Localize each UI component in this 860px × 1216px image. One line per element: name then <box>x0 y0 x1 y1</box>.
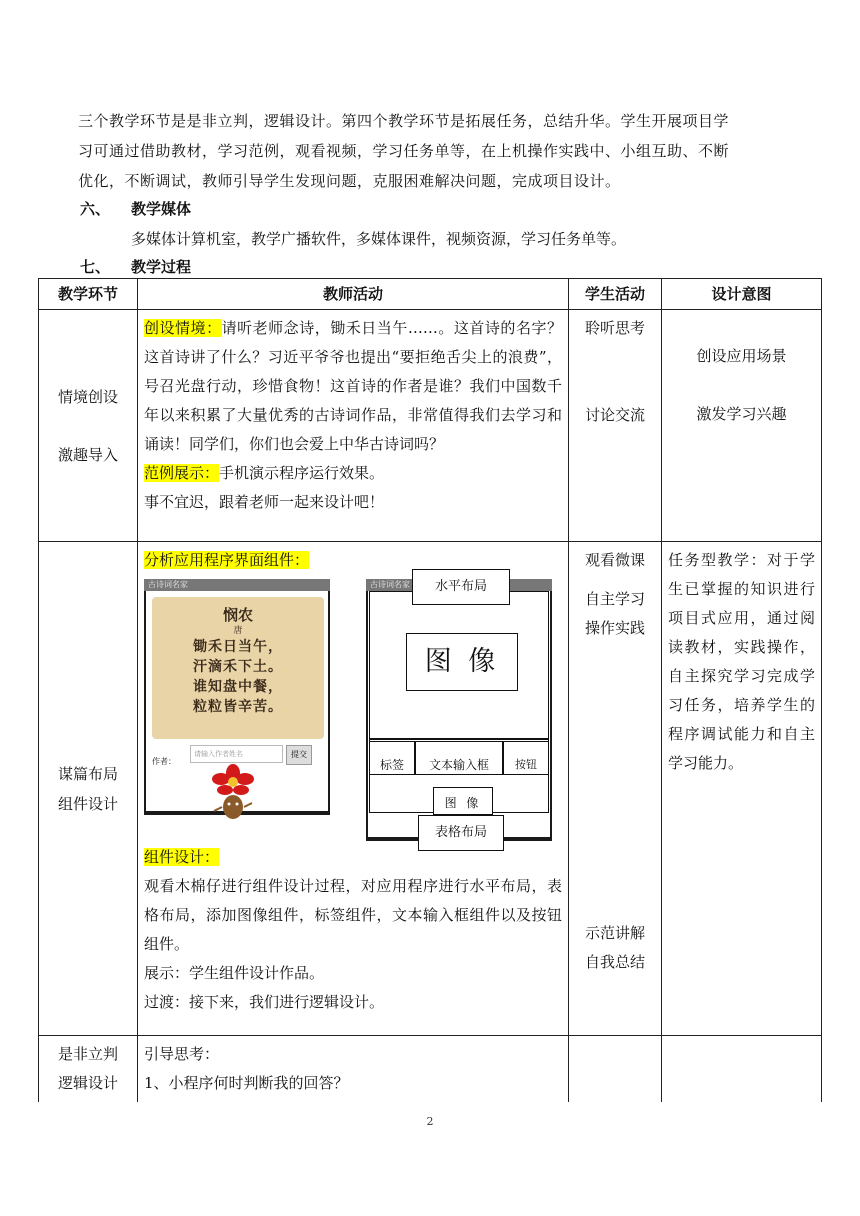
stage-line: 谋篇布局 <box>57 764 118 783</box>
intent-text: 任务型教学：对于学生已掌握的知识进行项目式应用，通过阅读教材，实践操作，自主探究学习完成学习任务，培养学生的程序调试能力和自主学习能力。 <box>668 551 815 772</box>
stage-cell <box>39 1036 138 1103</box>
student-activity: 观看微课 <box>584 551 645 569</box>
app-screenshot <box>144 579 330 815</box>
label-component: 标签 <box>369 741 415 775</box>
stage-line: 激趣导入 <box>57 445 118 464</box>
intent-cell <box>662 310 822 542</box>
stage-cell <box>39 310 138 542</box>
header-intent: 设计意图 <box>662 279 822 310</box>
teacher-text: 展示：学生组件设计作品。 <box>144 964 325 982</box>
section7-number: 七、 <box>80 258 111 276</box>
student-activity: 自我总结 <box>584 953 645 971</box>
section6-title: 教学媒体 <box>131 200 192 218</box>
table-row <box>39 1036 822 1103</box>
poem-title: 悯农 <box>222 606 253 624</box>
student-cell <box>569 542 662 1036</box>
intent-text: 创设应用场景 <box>696 347 787 365</box>
student-cell <box>569 310 662 542</box>
teacher-cell <box>138 542 569 1036</box>
table-row <box>39 310 822 542</box>
page-number: 2 <box>426 1115 434 1128</box>
section6-content: 多媒体计算机室，教学广播软件，多媒体课件，视频资源，学习任务单等。 <box>131 230 627 248</box>
image-component-small: 图 像 <box>433 787 493 815</box>
stage-line: 情境创设 <box>57 387 118 406</box>
intro-paragraph <box>78 106 798 196</box>
intent-cell <box>662 1036 822 1103</box>
wire-title: 古诗词名家 <box>366 579 552 591</box>
teacher-text: 观看木棉仔进行组件设计过程，对应用程序进行水平布局，表格布局，添加图像组件，标签组件，文本输入框组件以及按钮组件。 <box>144 877 562 953</box>
highlight-label: 范例展示： <box>144 464 220 482</box>
highlight-label: 组件设计： <box>144 848 220 866</box>
app-title: 古诗词名家 <box>144 579 330 591</box>
student-activity: 自主学习 <box>584 590 645 608</box>
poem-line: 粒粒皆辛苦。 <box>193 699 283 715</box>
horizontal-layout-label: 水平布局 <box>412 569 510 605</box>
poem-line: 汗滴禾下土。 <box>193 659 283 675</box>
button-component: 按钮 <box>503 741 549 775</box>
teacher-text: 手机演示程序运行效果。 <box>219 464 385 482</box>
highlight-label: 创设情境： <box>144 319 222 337</box>
textbox-component: 文本输入框 <box>415 741 503 775</box>
intro-line: 习可通过借助教材，学习范例，观看视频，学习任务单等，在上机操作实践中、小组互助、不断 <box>78 142 730 160</box>
student-activity: 示范讲解 <box>584 924 645 942</box>
section7-title: 教学过程 <box>131 258 192 276</box>
teacher-text: 1、小程序何时判断我的回答？ <box>144 1074 349 1092</box>
header-teacher: 教师活动 <box>138 279 569 310</box>
student-activity: 操作实践 <box>584 619 645 637</box>
flower-mascot-icon <box>208 763 258 821</box>
layout-wireframe <box>366 575 552 840</box>
teacher-text: 请听老师念诗，锄禾日当午……。这首诗的名字？这首诗讲了什么？习近平爷爷也提出“要拒绝舌尖上的浪费”，号召光盘行动，珍惜食物！这首诗的作者是谁？我们中国数千年以来积累了大量优秀的古诗词作品，非常值得我们去学习和诵读！同学们，你们也会爱上中华古诗词吗？ <box>144 319 562 453</box>
stage-cell <box>39 542 138 1036</box>
teaching-process-table <box>38 278 822 1102</box>
teacher-text: 事不宜迟，跟着老师一起来设计吧！ <box>144 493 385 511</box>
poem-line: 锄禾日当午， <box>193 639 283 655</box>
submit-button[interactable]: 提交 <box>286 745 312 765</box>
poem-image <box>152 597 324 739</box>
poem-line: 谁知盘中餐， <box>193 679 283 695</box>
teacher-text: 引导思考： <box>144 1045 220 1063</box>
table-layout-label: 表格布局 <box>418 815 504 851</box>
table-header-row <box>39 279 822 310</box>
author-input[interactable]: 请输入作者姓名 <box>190 745 283 763</box>
student-cell <box>569 1036 662 1103</box>
student-activity: 聆听思考 <box>584 319 645 337</box>
highlight-label: 分析应用程序界面组件： <box>144 551 310 569</box>
intro-line: 三个教学环节是是非立判，逻辑设计。第四个教学环节是拓展任务，总结升华。学生开展项目学 <box>78 112 730 130</box>
student-activity: 讨论交流 <box>584 406 645 424</box>
teacher-cell <box>138 1036 569 1103</box>
author-label: 作者： <box>152 757 176 766</box>
stage-line: 是非立判 <box>57 1045 118 1063</box>
teacher-cell <box>138 310 569 542</box>
stage-line: 组件设计 <box>57 794 118 813</box>
intent-cell <box>662 542 822 1036</box>
intent-text: 激发学习兴趣 <box>696 405 787 423</box>
figure-area <box>144 575 562 843</box>
stage-line: 逻辑设计 <box>57 1074 118 1092</box>
table-row <box>39 542 822 1036</box>
teacher-text: 过渡：接下来，我们进行逻辑设计。 <box>144 993 385 1011</box>
section6-number: 六、 <box>80 200 111 218</box>
intro-line: 优化，不断调试，教师引导学生发现问题，克服困难解决问题，完成项目设计。 <box>78 172 621 190</box>
header-student: 学生活动 <box>569 279 662 310</box>
poem-dynasty: 唐 <box>233 626 243 636</box>
header-stage: 教学环节 <box>39 279 138 310</box>
image-component-large: 图 像 <box>406 633 518 691</box>
